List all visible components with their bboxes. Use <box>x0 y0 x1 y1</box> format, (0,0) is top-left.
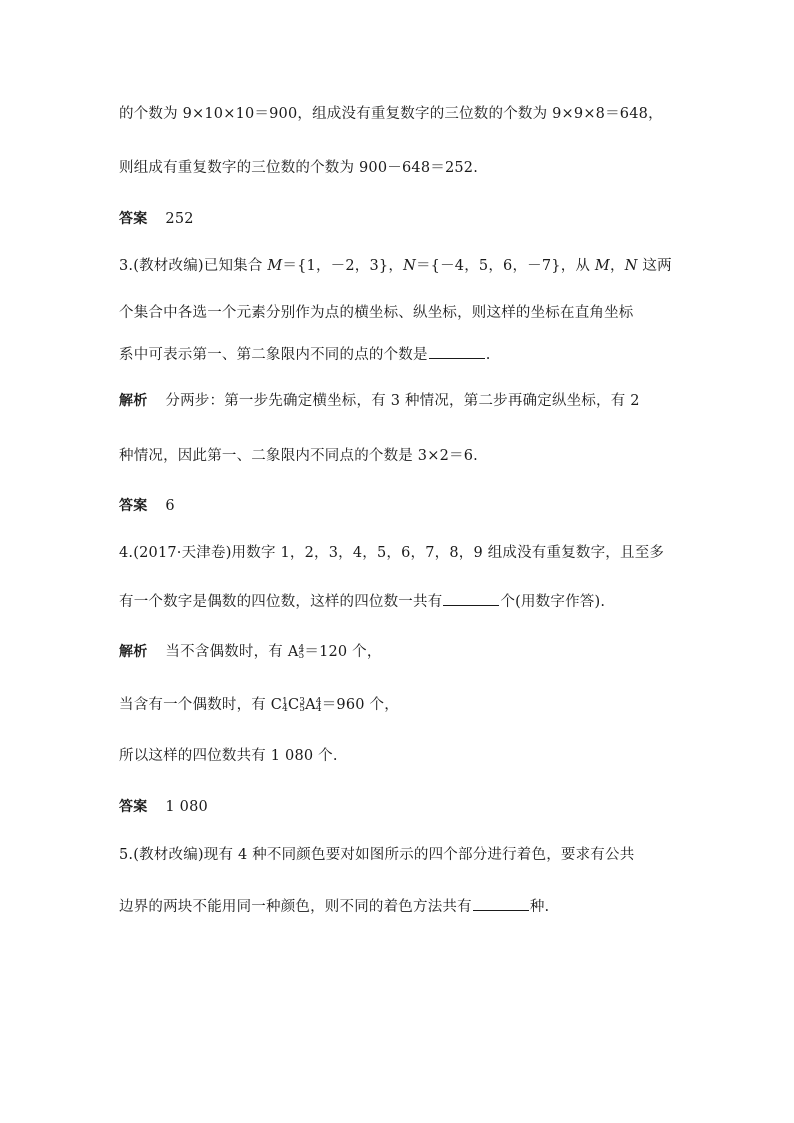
answer-value: 6 <box>165 498 175 514</box>
answer-value: 1 080 <box>165 799 208 815</box>
question-5-line: 5.(教材改编)现有 4 种不同颜色要对如图所示的四个部分进行着色，要求有公共 <box>119 847 635 863</box>
answer-blank <box>429 344 485 359</box>
question-text: ， <box>609 258 625 274</box>
analysis-text: 分两步：第一步先确定横坐标，有 3 种情况，第二步再确定纵坐标，有 2 <box>165 393 640 409</box>
answer-line <box>119 797 689 817</box>
question-text: 3.(教材改编)已知集合 <box>119 258 268 274</box>
set-m-symbol: M <box>267 258 283 274</box>
solution-text-line: 的个数为 9×10×10＝900，组成没有重复数字的三位数的个数为 9×9×8＝648， <box>119 106 663 122</box>
answer-line <box>119 496 689 516</box>
answer-value: 252 <box>165 211 194 227</box>
answer-line <box>119 209 689 229</box>
question-5-line <box>119 896 689 917</box>
analysis-text: 当不含偶数时，有 A <box>165 644 299 660</box>
question-text: 个(用数字作答). <box>500 594 606 610</box>
answer-blank <box>443 591 499 606</box>
question-4-line <box>119 591 689 612</box>
solution-text-line: 则组成有重复数字的三位数的个数为 900－648＝252. <box>119 160 479 176</box>
answer-label: 答案 <box>119 211 148 227</box>
analysis-label: 解析 <box>119 644 148 660</box>
analysis-text: A <box>305 697 316 713</box>
answer-label: 答案 <box>119 498 148 514</box>
analysis-text: ＝120 个， <box>304 644 382 660</box>
question-text: 这两 <box>637 258 672 274</box>
analysis-text: ＝960 个， <box>321 697 399 713</box>
analysis-label: 解析 <box>119 393 148 409</box>
analysis-line <box>119 692 689 719</box>
question-3-line: 个集合中各选一个元素分别作为点的横坐标、纵坐标，则这样的坐标在直角坐标 <box>119 305 634 321</box>
subscript: 5 <box>298 651 305 661</box>
analysis-line: 种情况，因此第一、二象限内不同点的个数是 3×2＝6. <box>119 448 478 464</box>
question-text: 边界的两块不能用同一种颜色，则不同的着色方法共有 <box>119 899 472 915</box>
question-4-line: 4.(2017·天津卷)用数字 1，2，3，4，5，6，7，8，9 组成没有重复数字，且至多 <box>119 545 665 561</box>
analysis-line: 所以这样的四位数共有 1 080 个. <box>119 748 338 764</box>
question-text: ＝{1，－2，3}， <box>282 258 404 274</box>
answer-label: 答案 <box>119 799 148 815</box>
subscript: 4 <box>282 704 289 714</box>
question-text: 系中可表示第一、第二象限内不同的点的个数是 <box>119 347 428 363</box>
analysis-text: 当含有一个偶数时，有 C <box>119 697 283 713</box>
question-text: 种. <box>529 899 550 915</box>
answer-blank <box>473 896 529 911</box>
question-text: . <box>485 347 491 363</box>
superscript: 4 <box>298 644 305 654</box>
set-n-symbol: N <box>403 258 416 274</box>
analysis-line <box>119 639 689 666</box>
question-3-line <box>119 344 689 365</box>
set-n-symbol: N <box>624 258 638 274</box>
question-text: 有一个数字是偶数的四位数，这样的四位数一共有 <box>119 594 443 610</box>
analysis-line <box>119 391 689 411</box>
subscript: 4 <box>315 704 322 714</box>
question-text: ＝{－4，5，6，－7}，从 <box>415 258 595 274</box>
subscript: 5 <box>299 704 306 714</box>
superscript: 1 <box>282 697 288 707</box>
question-3-line <box>119 256 689 276</box>
analysis-text: C <box>287 697 300 713</box>
superscript: 3 <box>299 697 306 707</box>
set-m-symbol: M <box>594 258 610 274</box>
superscript: 4 <box>315 697 322 707</box>
